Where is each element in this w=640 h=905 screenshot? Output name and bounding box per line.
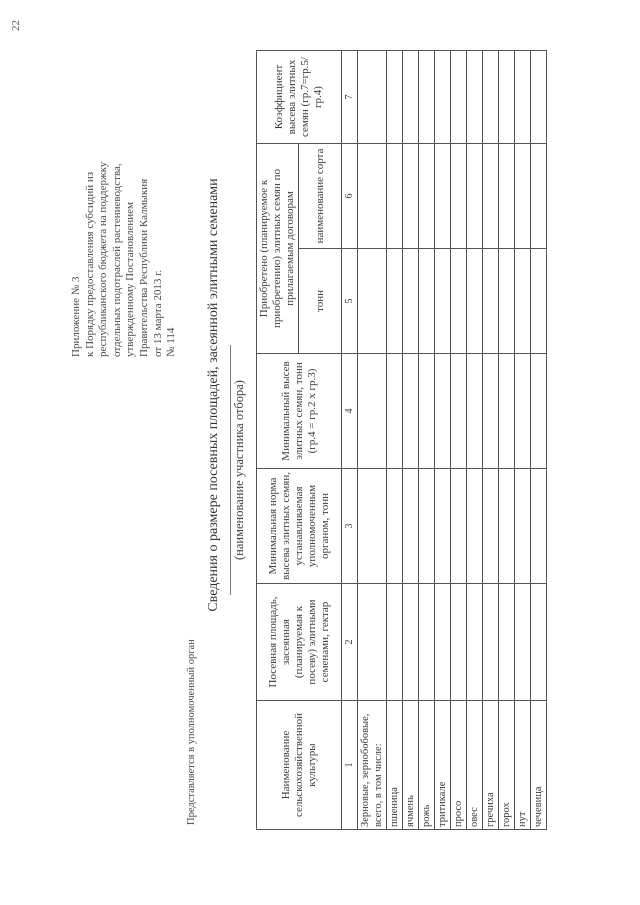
annex-line: Правительства Республики Калмыкия	[137, 178, 150, 357]
table-cell	[435, 144, 451, 249]
table-cell	[451, 249, 467, 354]
table-cell	[515, 144, 531, 249]
table-cell	[499, 469, 515, 584]
header-purchased-seeds: Приобретено (планируемое к приобретению) элитных семян по прилагаемым договорам	[257, 144, 299, 354]
provided-by-note: Представляется в уполномоченный орган	[186, 639, 197, 825]
table-cell	[387, 584, 403, 701]
table-cell	[435, 584, 451, 701]
table-cell	[435, 469, 451, 584]
table-cell	[483, 354, 499, 469]
table-cell	[387, 469, 403, 584]
column-number: 4	[342, 354, 358, 469]
crop-name-cell: гречиха	[483, 701, 499, 830]
annex-block	[70, 27, 179, 357]
annex-line: республиканского бюджета на поддержку	[97, 161, 110, 357]
table-cell	[467, 469, 483, 584]
table-cell	[467, 51, 483, 144]
table-cell	[403, 469, 419, 584]
table-cell	[515, 469, 531, 584]
table-cell	[358, 249, 387, 354]
seed-area-table	[256, 50, 547, 830]
table-row	[515, 51, 531, 830]
table-cell	[358, 469, 387, 584]
table-row	[467, 51, 483, 830]
table-cell	[499, 51, 515, 144]
annex-line: отдельных подотраслей растениеводства,	[110, 163, 123, 357]
column-number: 7	[342, 51, 358, 144]
table-cell	[451, 469, 467, 584]
table-row	[403, 51, 419, 830]
annex-line: утвержденному Постановлением	[124, 201, 137, 357]
table-row	[387, 51, 403, 830]
table-cell	[515, 584, 531, 701]
table-cell	[419, 144, 435, 249]
table-cell	[403, 354, 419, 469]
table-row	[358, 51, 387, 830]
crop-name-cell: чечевица	[531, 701, 547, 830]
crop-name-cell: нут	[515, 701, 531, 830]
header-tons: тонн	[299, 249, 342, 354]
annex-line: от 13 марта 2013 г.	[151, 269, 164, 357]
column-number: 3	[342, 469, 358, 584]
table-cell	[403, 249, 419, 354]
table-cell	[499, 584, 515, 701]
column-number: 5	[342, 249, 358, 354]
column-number: 1	[342, 701, 358, 830]
header-seeding-coefficient: Коэффициент высева элитных семян (гр.7=гр.5/гр.4)	[257, 51, 342, 144]
column-number-row	[342, 51, 358, 830]
annex-line: № 114	[165, 327, 178, 357]
crop-name-cell: просо	[451, 701, 467, 830]
table-cell	[358, 584, 387, 701]
table-row	[483, 51, 499, 830]
crop-name-cell: овес	[467, 701, 483, 830]
header-min-seeding: Минимальный высев элитных семян, тонн (гр.4 = гр.2 х гр.3)	[257, 354, 342, 469]
table-cell	[358, 144, 387, 249]
table-cell	[531, 584, 547, 701]
table-cell	[499, 249, 515, 354]
table-cell	[499, 144, 515, 249]
table-cell	[451, 144, 467, 249]
table-cell	[531, 469, 547, 584]
participant-name-caption: (наименование участника отбора)	[230, 345, 247, 595]
header-min-seeding-rate: Минимальная норма высева элитных семян, устанавливаемая уполномоченным органом, тонн	[257, 469, 342, 584]
table-cell	[451, 354, 467, 469]
table-cell	[435, 51, 451, 144]
header-variety-name: наименование сорта	[299, 144, 342, 249]
table-row	[419, 51, 435, 830]
table-cell	[467, 144, 483, 249]
table-cell	[387, 144, 403, 249]
table-cell	[531, 144, 547, 249]
table-cell	[403, 51, 419, 144]
table-cell	[531, 249, 547, 354]
table-cell	[467, 354, 483, 469]
table-cell	[419, 469, 435, 584]
table-cell	[531, 354, 547, 469]
table-row	[451, 51, 467, 830]
crop-name-cell: Зерновые, зернобобовые, всего, в том числе:	[358, 701, 387, 830]
page-number: 22	[10, 20, 22, 31]
table-cell	[419, 354, 435, 469]
table-cell	[403, 584, 419, 701]
table-cell	[515, 51, 531, 144]
crop-name-cell: пшеница	[387, 701, 403, 830]
crop-name-cell: рожь	[419, 701, 435, 830]
table-cell	[531, 51, 547, 144]
table-cell	[483, 51, 499, 144]
table-cell	[403, 144, 419, 249]
table-cell	[515, 354, 531, 469]
table-cell	[435, 249, 451, 354]
crop-name-cell: тритикале	[435, 701, 451, 830]
table-cell	[387, 249, 403, 354]
column-number: 2	[342, 584, 358, 701]
header-crop-name: Наименование сельскохозяйственной культуры	[257, 701, 342, 830]
table-cell	[419, 249, 435, 354]
table-cell	[515, 249, 531, 354]
table-cell	[419, 584, 435, 701]
table-cell	[483, 584, 499, 701]
annex-line: Приложение № 3	[70, 276, 82, 357]
table-cell	[483, 144, 499, 249]
table-cell	[358, 51, 387, 144]
table-cell	[483, 469, 499, 584]
document-title: Сведения о размере посевных площадей, засеянной элитными семенами	[206, 178, 221, 612]
column-number: 6	[342, 144, 358, 249]
table-cell	[467, 249, 483, 354]
header-sown-area: Посевная площадь, засеянная (планируемая к посеву) элитными семенами, гектар	[257, 584, 342, 701]
annex-line: к Порядку предоставления субсидий из	[83, 171, 96, 357]
table-row	[499, 51, 515, 830]
crop-name-cell: горох	[499, 701, 515, 830]
table-cell	[467, 584, 483, 701]
table-cell	[451, 584, 467, 701]
table-cell	[387, 354, 403, 469]
table-cell	[483, 249, 499, 354]
table-cell	[419, 51, 435, 144]
table-cell	[451, 51, 467, 144]
table-cell	[435, 354, 451, 469]
table-cell	[499, 354, 515, 469]
table-cell	[358, 354, 387, 469]
crop-name-cell: ячмень	[403, 701, 419, 830]
table-row	[435, 51, 451, 830]
table-cell	[387, 51, 403, 144]
header-row	[257, 51, 299, 830]
table-row	[531, 51, 547, 830]
